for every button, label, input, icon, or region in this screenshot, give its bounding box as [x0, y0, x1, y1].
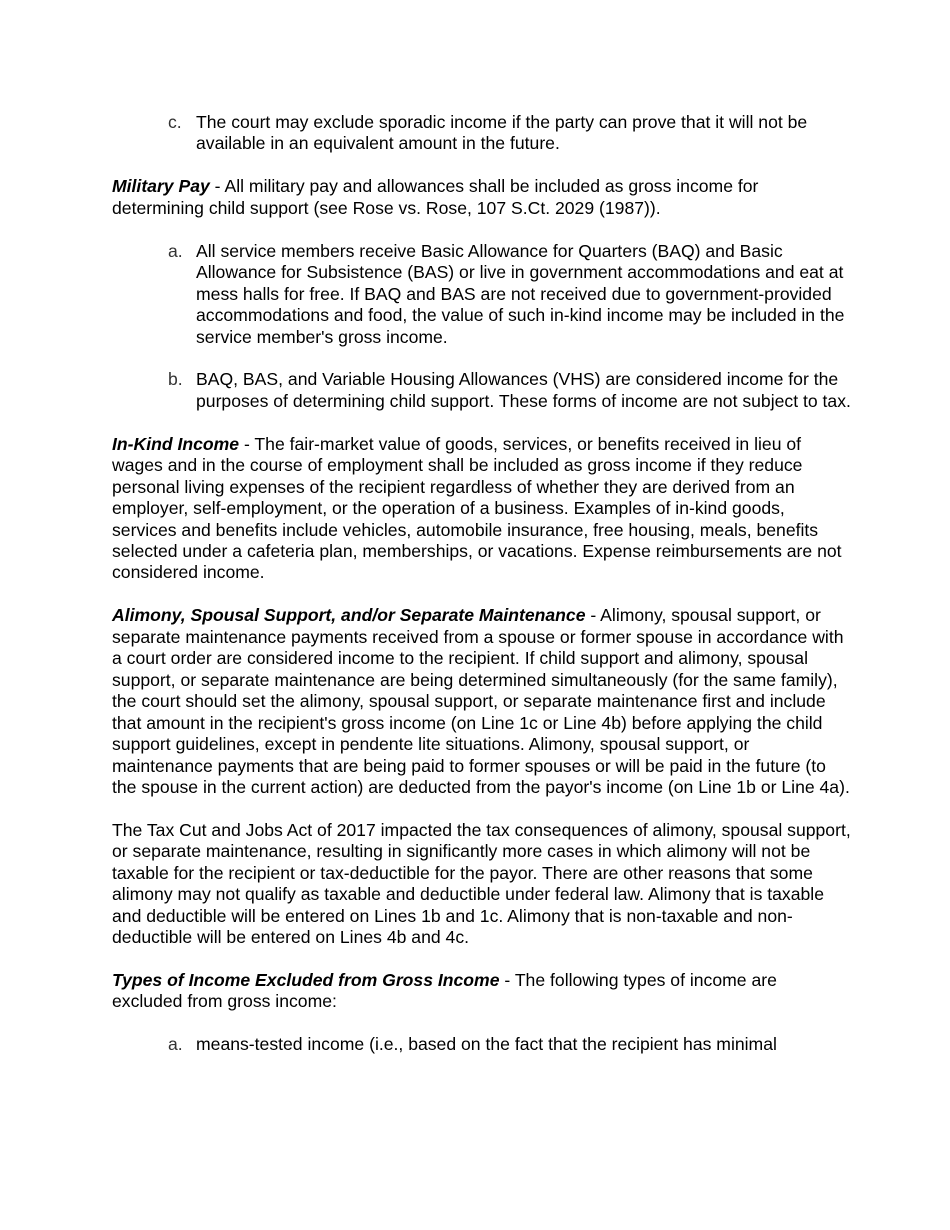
in-kind-income-paragraph [112, 434, 852, 584]
list-item [112, 369, 852, 412]
list-item-text: means-tested income (i.e., based on the fact that the recipient has minimal [196, 1034, 777, 1055]
tax-cut-text: The Tax Cut and Jobs Act of 2017 impacted the tax consequences of alimony, spousal support, or separate maintenance, resulting in significantly more cases in which alimony will not be taxable for the recipient or tax-deductible for the payor. There are other reasons that some alimony may not qualify as taxable and deductible under federal law. Alimony that is taxable and deductible will be entered on Lines 1b and 1c. Alimony that is non-taxable and non-deductible will be entered on Lines 4b and 4c. [112, 819, 851, 948]
in-kind-income-text: The fair-market value of goods, services, or benefits received in lieu of wages and in the course of employment shall be included as gross income if they reduce personal living expenses of the recipient regardless of whether they are derived from an employer, self-employment, or the operation of a business. Examples of in-kind goods, services and benefits include vehicles, automobile insurance, free housing, meals, benefits selected under a cafeteria plan, memberships, or vacations. Expense reimbursements are not considered income. [112, 433, 842, 583]
excluded-income-text: The following types of income are excluded from gross income: [112, 970, 777, 1012]
military-pay-list [112, 241, 852, 413]
list-item [112, 241, 852, 348]
military-pay-paragraph [112, 176, 852, 219]
list-marker: a. [168, 240, 183, 261]
tax-cut-paragraph [112, 820, 852, 949]
alimony-heading: Alimony, Spousal Support, and/or Separate Maintenance [112, 605, 586, 626]
list-item-text: The court may exclude sporadic income if the party can prove that it will not be available in an equivalent amount in the future. [196, 112, 808, 154]
list-marker: b. [168, 369, 183, 390]
in-kind-income-heading: In-Kind Income [112, 433, 240, 454]
document-page [112, 112, 852, 1077]
list-item [112, 1034, 852, 1055]
separator: - [209, 176, 225, 197]
separator: - [585, 605, 601, 626]
military-pay-text: All military pay and allowances shall be included as gross income for determining child support (see Rose vs. Rose, 107 S.Ct. 2029 (1987)). [112, 176, 759, 218]
separator: - [239, 433, 255, 454]
list-marker: c. [168, 112, 182, 132]
separator: - [499, 970, 515, 991]
excluded-income-list [112, 1034, 852, 1055]
list-marker: a. [168, 1034, 183, 1055]
alimony-text: Alimony, spousal support, or separate maintenance payments received from a spouse or former spouse in accordance with a court order are considered income to the recipient. If child support and alimony, spousal support, or separate maintenance are being determined simultaneously (for the same family), the court should set the alimony, spousal support, or separate maintenance first and include that amount in the recipient's gross income (on Line 1c or Line 4b) before applying the child support guidelines, except in pendente lite situations. Alimony, spousal support, or maintenance payments that are being paid to former spouses or will be paid in the future (to the spouse in the current action) are deducted from the payor's income (on Line 1b or Line 4a). [112, 605, 850, 797]
excluded-income-paragraph [112, 970, 852, 1013]
alimony-paragraph [112, 605, 852, 798]
military-pay-heading: Military Pay [112, 176, 210, 197]
sporadic-income-list [112, 112, 852, 155]
list-item-text: BAQ, BAS, and Variable Housing Allowances (VHS) are considered income for the purposes of determining child support. These forms of income are not subject to tax. [196, 369, 851, 411]
excluded-income-heading: Types of Income Excluded from Gross Income [112, 970, 500, 991]
list-item-text: All service members receive Basic Allowance for Quarters (BAQ) and Basic Allowance for Subsistence (BAS) or live in government accommodations and eat at mess halls for free. If BAQ and BAS are not received due to government-provided accommodations and food, the value of such in-kind income may be included in the service member's gross income. [196, 240, 845, 347]
list-item [112, 112, 852, 155]
